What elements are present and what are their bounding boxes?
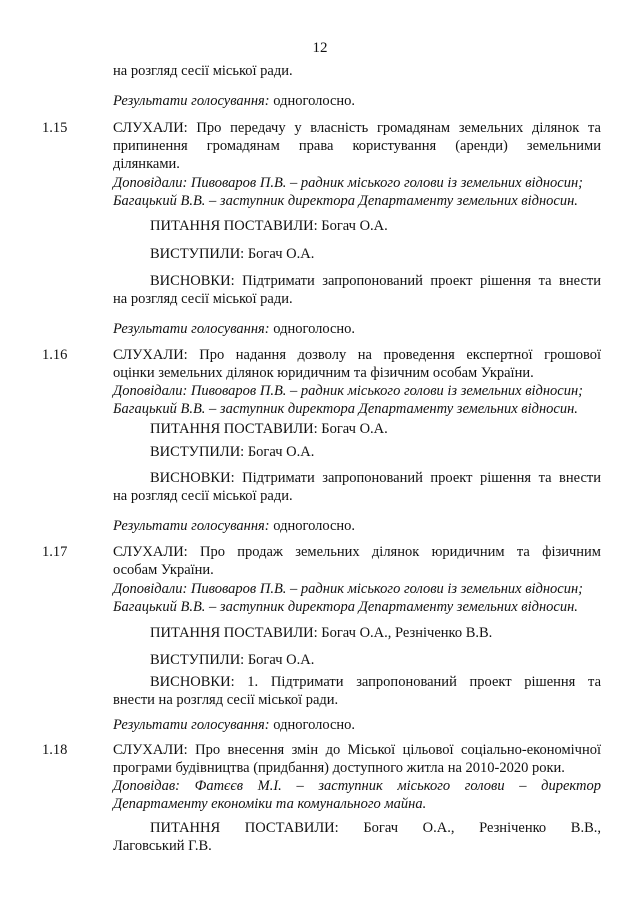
heard-line: СЛУХАЛИ: Про внесення змін до Міської цільової соціально-економічної <box>113 742 601 758</box>
conclusions-line: на розгляд сесії міської ради. <box>113 488 293 504</box>
questions-line: Лаговський Г.В. <box>113 838 212 854</box>
questions-line: ПИТАННЯ ПОСТАВИЛИ: Богач О.А., Резніченко В.В., <box>150 820 601 836</box>
heard-line: СЛУХАЛИ: Про передачу у власність громадянам земельних ділянок та <box>113 120 601 136</box>
questions-line: ПИТАННЯ ПОСТАВИЛИ: Богач О.А. <box>150 421 388 437</box>
item-number: 1.15 <box>42 120 68 136</box>
heard-line: ділянками. <box>113 156 180 172</box>
conclusions-line: ВИСНОВКИ: Підтримати запропонований проект рішення та внести <box>150 273 601 289</box>
item-number: 1.17 <box>42 544 68 560</box>
vote-label: Результати голосування: <box>113 717 270 733</box>
reporters-line: Доповідали: Пивоваров П.В. – радник міського голови із земельних відносин; <box>113 175 584 191</box>
vote-label: Результати голосування: <box>113 93 270 109</box>
heard-line: програми будівництва (придбання) доступного житла на 2010-2020 роки. <box>113 760 565 776</box>
speakers-line: ВИСТУПИЛИ: Богач О.А. <box>150 444 315 460</box>
heard-line: припинення громадянам права користування (аренди) земельними <box>113 138 601 154</box>
questions-line: ПИТАННЯ ПОСТАВИЛИ: Богач О.А. <box>150 218 388 234</box>
conclusions-line: ВИСНОВКИ: Підтримати запропонований проект рішення та внести <box>150 470 601 486</box>
heard-line: особам України. <box>113 562 214 578</box>
page-number: 12 <box>312 40 328 56</box>
vote-value: одноголосно. <box>269 321 356 337</box>
reporters-line: Багацький В.В. – заступник директора Департаменту земельних відносин. <box>113 401 578 417</box>
vote-label: Результати голосування: <box>113 321 270 337</box>
vote-value: одноголосно. <box>269 717 356 733</box>
conclusions-line: внести на розгляд сесії міської ради. <box>113 692 339 708</box>
reporters-line: Доповідали: Пивоваров П.В. – радник міського голови із земельних відносин; <box>113 581 584 597</box>
conclusions-line: на розгляд сесії міської ради. <box>113 291 293 307</box>
conclusions-line: ВИСНОВКИ: 1. Підтримати запропонований проект рішення та <box>150 674 601 690</box>
reporters-line: Доповідав: Фатєєв М.І. – заступник міського голови – директор <box>113 778 601 794</box>
speakers-line: ВИСТУПИЛИ: Богач О.А. <box>150 652 315 668</box>
reporters-line: Департаменту економіки та комунального майна. <box>113 796 427 812</box>
item-number: 1.18 <box>42 742 68 758</box>
reporters-line: Багацький В.В. – заступник директора Департаменту земельних відносин. <box>113 193 578 209</box>
heard-line: СЛУХАЛИ: Про продаж земельних ділянок юридичним та фізичним <box>113 544 601 560</box>
vote-value: одноголосно. <box>269 518 356 534</box>
vote-label: Результати голосування: <box>113 518 270 534</box>
vote-result <box>113 716 355 734</box>
vote-value: одноголосно. <box>269 93 356 109</box>
reporters-line: Доповідали: Пивоваров П.В. – радник міського голови із земельних відносин; <box>113 383 584 399</box>
reporters-line: Багацький В.В. – заступник директора Департаменту земельних відносин. <box>113 599 578 615</box>
speakers-line: ВИСТУПИЛИ: Богач О.А. <box>150 246 315 262</box>
vote-result <box>113 92 355 110</box>
paragraph-line: на розгляд сесії міської ради. <box>113 63 293 79</box>
heard-line: СЛУХАЛИ: Про надання дозволу на проведення експертної грошової <box>113 347 601 363</box>
questions-line: ПИТАННЯ ПОСТАВИЛИ: Богач О.А., Резніченко В.В. <box>150 625 493 641</box>
vote-result <box>113 517 355 535</box>
vote-result <box>113 320 355 338</box>
heard-line: оцінки земельних ділянок юридичним та фізичним особам України. <box>113 365 534 381</box>
item-number: 1.16 <box>42 347 68 363</box>
